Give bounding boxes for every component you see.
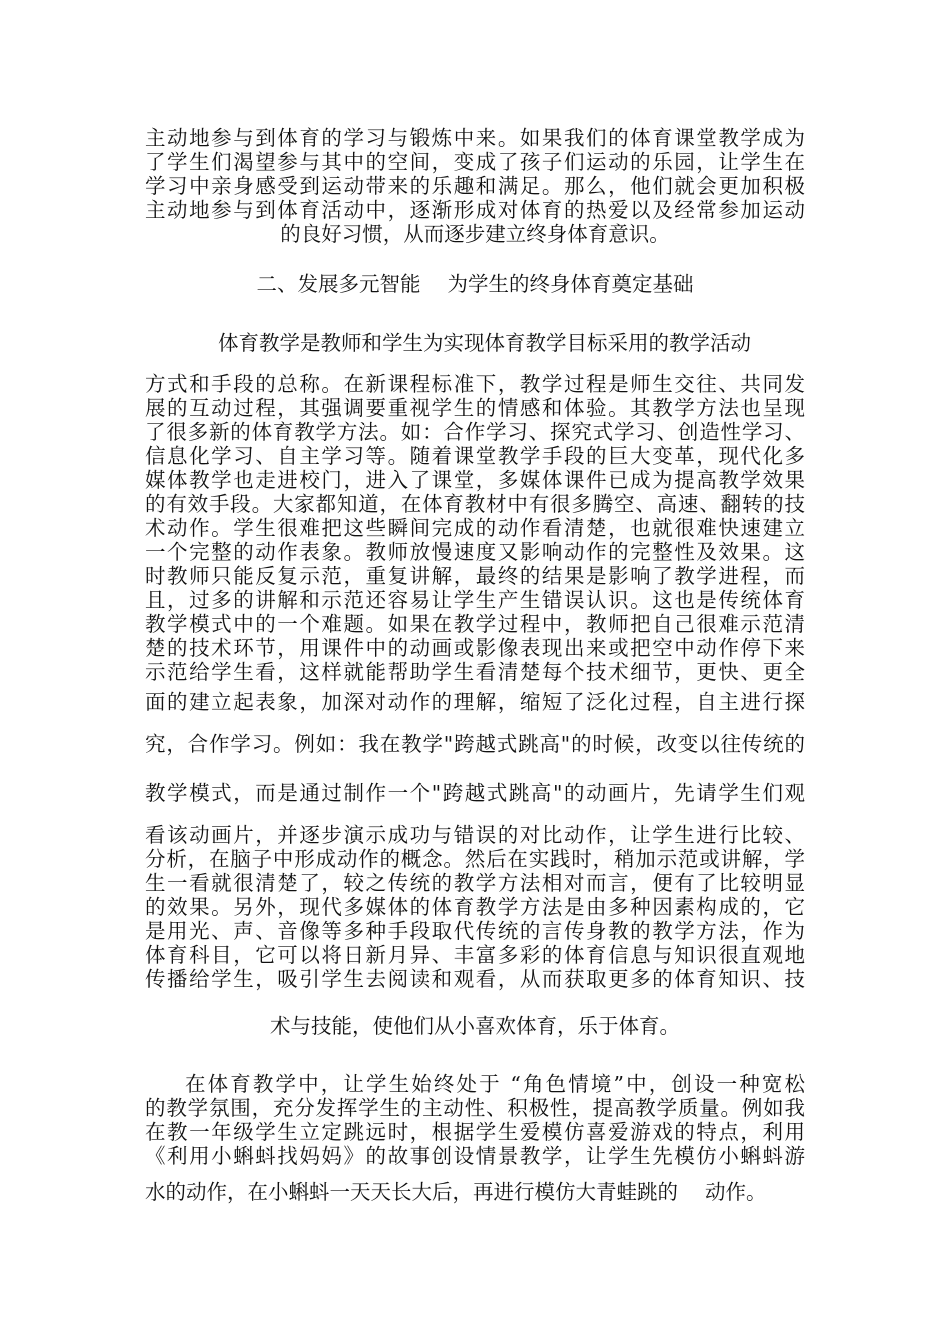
text-line: 究，合作学习。例如：我在教学"跨越式跳高"的时候，改变以往传统的 [145,732,805,756]
text-line: 学习中亲身感受到运动带来的乐趣和满足。那么，他们就会更加积极 [145,174,805,198]
text-line: 了学生们渴望参与其中的空间，变成了孩子们运动的乐园，让学生在 [145,150,805,174]
section-heading: 二、发展多元智能 为学生的终身体育奠定基础 [256,272,694,296]
text-line: 楚的技术环节，用课件中的动画或影像表现出来或把空中动作停下来 [145,636,805,660]
text-line: 传播给学生，吸引学生去阅读和观看，从而获取更多的体育知识、技 [145,967,805,991]
text-line: 了很多新的体育教学方法。如：合作学习、探究式学习、创造性学习、 [145,420,805,444]
text-line: 是用光、声、音像等多种手段取代传统的言传身教的教学方法，作为 [145,919,805,943]
text-line: 的效果。另外，现代多媒体的体育教学方法是由多种因素构成的，它 [145,895,805,919]
text-line: 分析，在脑子中形成动作的概念。然后在实践时，稍加示范或讲解，学 [145,847,805,871]
text-line: 术与技能，使他们从小喜欢体育，乐于体育。 [270,1014,680,1038]
text-line: 主动地参与到体育活动中，逐渐形成对体育的热爱以及经常参加运动 [145,198,805,222]
text-line: 体育教学是教师和学生为实现体育教学目标采用的教学活动 [218,331,751,355]
text-line: 水的动作，在小蝌蚪一天天长大后，再进行模仿大青蛙跳的 动作。 [145,1180,767,1204]
text-line: 术动作。学生很难把这些瞬间完成的动作看清楚，也就很难快速建立 [145,516,805,540]
text-line: 展的互动过程，其强调要重视学生的情感和体验。其教学方法也呈现 [145,396,805,420]
text-line: 时教师只能反复示范，重复讲解，最终的结果是影响了教学进程，而 [145,564,805,588]
text-line: 体育科目，它可以将日新月异、丰富多彩的体育信息与知识很直观地 [145,943,805,967]
text-line: 教学模式，而是通过制作一个"跨越式跳高"的动画片，先请学生们观 [145,781,805,805]
text-line: 的有效手段。大家都知道，在体育教材中有很多腾空、高速、翻转的技 [145,492,805,516]
text-line: 示范给学生看，这样就能帮助学生看清楚每个技术细节，更快、更全 [145,660,805,684]
text-line: 一个完整的动作表象。教师放慢速度又影响动作的完整性及效果。这 [145,540,805,564]
text-line: 在教一年级学生立定跳远时，根据学生爱模仿喜爱游戏的特点，利用 [145,1120,805,1144]
text-line: 方式和手段的总称。在新课程标准下，教学过程是师生交往、共同发 [145,372,805,396]
text-line: 在体育教学中，让学生始终处于 “角色情境”中，创设一种宽松 [185,1072,805,1096]
text-line: 生一看就很清楚了，较之传统的教学方法相对而言，便有了比较明显 [145,871,805,895]
text-line: 的良好习惯，从而逐步建立终身体育意识。 [280,222,670,246]
text-line: 信息化学习、自主学习等。随着课堂教学手段的巨大变革，现代化多 [145,444,805,468]
text-line: 教学模式中的一个难题。如果在教学过程中，教师把自己很难示范清 [145,612,805,636]
text-line: 《利用小蝌蚪找妈妈》的故事创设情景教学，让学生先模仿小蝌蚪游 [145,1144,805,1168]
text-line: 且，过多的讲解和示范还容易让学生产生错误认识。这也是传统体育 [145,588,805,612]
text-line: 面的建立起表象，加深对动作的理解，缩短了泛化过程，自主进行探 [145,690,805,714]
text-line: 媒体教学也走进校门，进入了课堂，多媒体课件已成为提高教学效果 [145,468,805,492]
text-line: 看该动画片，并逐步演示成功与错误的对比动作，让学生进行比较、 [145,823,805,847]
text-line: 的教学氛围，充分发挥学生的主动性、积极性，提高教学质量。例如我 [145,1096,805,1120]
text-line: 主动地参与到体育的学习与锻炼中来。如果我们的体育课堂教学成为 [145,126,805,150]
